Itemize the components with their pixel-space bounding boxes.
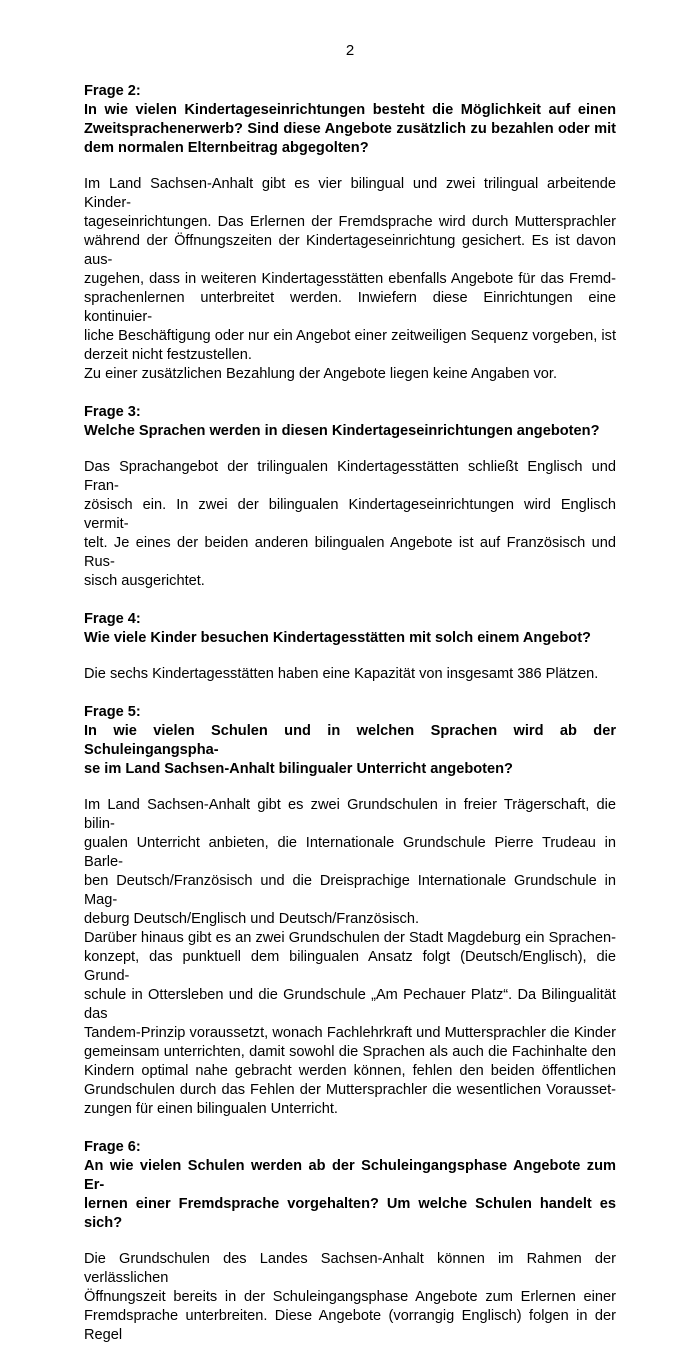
answer-line: Öffnungszeit bereits in der Schuleingangsphase Angebote zum Erlernen einer (84, 1289, 616, 1305)
answer-text (84, 175, 616, 384)
answer-line: sprachenlernen unterbreitet werden. Inwiefern diese Einrichtungen eine kontinuier- (84, 290, 616, 325)
answer-line: tageseinrichtungen. Das Erlernen der Fremdsprache wird durch Muttersprachler (84, 214, 616, 230)
answer-line: während der Öffnungszeiten der Kindertageseinrichtung gesichert. Es ist davon aus- (84, 233, 616, 268)
answer-line: ben Deutsch/Französisch und die Dreisprachige Internationale Grundschule in Mag- (84, 873, 616, 908)
question-line: se im Land Sachsen-Anhalt bilingualer Unterricht angeboten? (84, 761, 513, 777)
answer-line: zungen für einen bilingualen Unterricht. (84, 1101, 338, 1117)
question-heading: Frage 3: (84, 404, 141, 420)
answer-line: telt. Je eines der beiden anderen bilingualen Angebote ist auf Französisch und Rus- (84, 535, 616, 570)
question-line: Wie viele Kinder besuchen Kindertagesstätten mit solch einem Angebot? (84, 630, 591, 646)
answer-line: Im Land Sachsen-Anhalt gibt es vier bilingual und zwei trilingual arbeitende Kinder- (84, 176, 616, 211)
answer-line: zösisch ein. In zwei der bilingualen Kindertageseinrichtungen wird Englisch vermit- (84, 497, 616, 532)
question-text (84, 722, 616, 779)
section-frage-6 (84, 1138, 616, 1345)
answer-line: sisch ausgerichtet. (84, 573, 205, 589)
question-line: In wie vielen Schulen und in welchen Sprachen wird ab der Schuleingangspha- (84, 723, 616, 758)
question-heading: Frage 2: (84, 83, 141, 99)
answer-line: deburg Deutsch/Englisch und Deutsch/Französisch. (84, 911, 420, 927)
question-line: Zweitsprachenerwerb? Sind diese Angebote zusätzlich zu bezahlen oder mit (84, 121, 616, 137)
question-line: lernen einer Fremdsprache vorgehalten? Um welche Schulen handelt es sich? (84, 1196, 616, 1231)
answer-line: Das Sprachangebot der trilingualen Kindertagesstätten schließt Englisch und Fran- (84, 459, 616, 494)
answer-line: Die Grundschulen des Landes Sachsen-Anhalt können im Rahmen der verlässlichen (84, 1251, 616, 1286)
question-heading: Frage 6: (84, 1139, 141, 1155)
question-text (84, 101, 616, 158)
answer-text (84, 796, 616, 1119)
answer-line: konzept, das punktuell dem bilingualen Ansatz folgt (Deutsch/Englisch), die Grund- (84, 949, 616, 984)
answer-line: Grundschulen durch das Fehlen der Muttersprachler die wesentlichen Vorausset- (84, 1082, 616, 1098)
answer-text (84, 458, 616, 591)
question-heading: Frage 4: (84, 611, 141, 627)
answer-text (84, 1250, 616, 1345)
answer-line: Fremdsprache unterbreiten. Diese Angebote (vorrangig Englisch) folgen in der Regel (84, 1308, 616, 1343)
section-frage-4 (84, 610, 616, 684)
answer-line: gualen Unterricht anbieten, die Internationale Grundschule Pierre Trudeau in Barle- (84, 835, 616, 870)
question-text (84, 629, 616, 648)
page-number: 2 (345, 42, 355, 59)
question-heading: Frage 5: (84, 704, 141, 720)
question-text (84, 422, 616, 441)
question-line: An wie vielen Schulen werden ab der Schuleingangsphase Angebote zum Er- (84, 1158, 616, 1193)
question-line: Welche Sprachen werden in diesen Kindertageseinrichtungen angeboten? (84, 423, 600, 439)
answer-line: Zu einer zusätzlichen Bezahlung der Angebote liegen keine Angaben vor. (84, 366, 558, 382)
section-frage-5 (84, 703, 616, 1119)
question-line: dem normalen Elternbeitrag abgegolten? (84, 140, 369, 156)
answer-line: Tandem-Prinzip voraussetzt, wonach Fachlehrkraft und Muttersprachler die Kinder (84, 1025, 616, 1041)
answer-line: derzeit nicht festzustellen. (84, 347, 252, 363)
answer-line: schule in Ottersleben und die Grundschule „Am Pechauer Platz“. Da Bilingualität das (84, 987, 616, 1022)
section-frage-3 (84, 403, 616, 591)
answer-line: Im Land Sachsen-Anhalt gibt es zwei Grundschulen in freier Trägerschaft, die bilin- (84, 797, 616, 832)
question-line: In wie vielen Kindertageseinrichtungen besteht die Möglichkeit auf einen (84, 102, 616, 118)
section-frage-2 (84, 82, 616, 384)
document-body (84, 82, 616, 1345)
question-text (84, 1157, 616, 1233)
answer-line: Darüber hinaus gibt es an zwei Grundschulen der Stadt Magdeburg ein Sprachen- (84, 930, 616, 946)
answer-line: Kindern optimal nahe gebracht werden können, fehlen den beiden öffentlichen (84, 1063, 616, 1079)
answer-line: gemeinsam unterrichten, damit sowohl die Sprachen als auch die Fachinhalte den (84, 1044, 616, 1060)
answer-line: Die sechs Kindertagesstätten haben eine Kapazität von insgesamt 386 Plätzen. (84, 666, 599, 682)
answer-line: zugehen, dass in weiteren Kindertagesstätten ebenfalls Angebote für das Fremd- (84, 271, 616, 287)
answer-text (84, 665, 616, 684)
answer-line: liche Beschäftigung oder nur ein Angebot einer zeitweiligen Sequenz vorgeben, ist (84, 328, 616, 344)
